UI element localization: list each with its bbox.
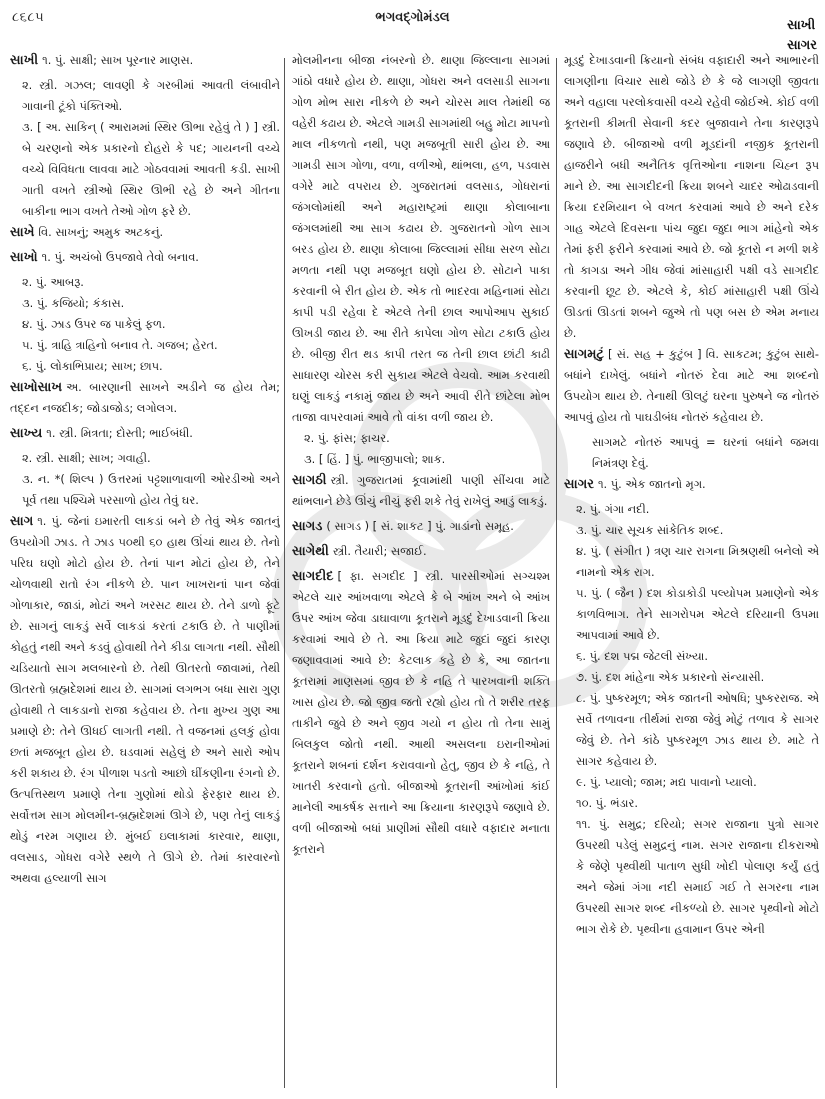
- sense-definition: ૧૧. પું. સમુદ્ર; દરિયો; સગર રાજાના પુત્રો સાગર ઉપરથી પડેલું સમુદ્રનું નામ. સગર રાજાના દીકરાઓ કે જેણે પૃથ્વીથી પાતાળ સુધી ખોદી પોલાણ કર્યું હતું અને જેમાં ગંગા નદી સમાઈ ગઈ તે સગરના નામ ઉપરથી સાગર શબ્દ નીકળ્યો છે. સાગર પૃથ્વીનો મોટો ભાગ રોકે છે. પૃથ્વીના હવામાન ઉપર એની: [576, 817, 819, 936]
- definition-text: સ્ત્રી. ગુજરાતમાં કૂવામાંથી પાણી સીંચવા માટે થાંભલાને છેડે ઊંચું નીચું ફરી શકે તેવું રાખેલું આડું લાકડું.: [292, 473, 550, 508]
- page-header: [0, 0, 825, 53]
- definition-text: ૧. પું. સાક્ષી; સાખ પૂરનાર માણસ.: [42, 53, 194, 67]
- definition-text: ૧. સ્ત્રી. મિત્રતા; દોસ્તી; ભાઈબંધી.: [46, 426, 193, 440]
- dictionary-entry: [10, 50, 280, 71]
- continued-definition: મૂડદું દેખાડવાની ક્રિયાનો સંબંધ વફાદારી અને આભારની લાગણીના વિચાર સાથે જોડે છે કે જે લાગણી જીવતા અને વહાલા પરલોકવાસી વચ્ચે રહેવી જોઈએ. કોઈ વળી કૂતરાની કીમતી સેવાની કદર બુજાવાને તેના કારણરૂપે જણાવે છે. બીજાઓ વળી મૂડદાંની નજીક કૂતરાની હાજરીને બધી અનૈતિક વૃત્તિઓના નાશના ચિહ્ન રૂપ માને છે. આ સાગદીદની ક્રિયા શબને ચાદર ઓઢાડવાની ક્રિયા દરમિયાન બે વખત કરવામાં આવે છે અને દરેક ગાહ એટલે દિવસના પાંચ જુદા જુદા ભાગ માંહેનો એક તેમાં ફરી ફરીને કરવામાં આવે છે. જો કૂતરો ન મળી શકે તો કાગડા અને ગીધ જેવાં માંસાહારી પક્ષી વડે સાગદીદ કરવાની છૂટ છે. એટલે કે, કોઈ માંસાહારી પક્ષી ઊંચે ઊડતાં ઊડતાં શબને જુએ તો પણ બસ છે એમ મનાય છે.: [564, 53, 819, 340]
- dictionary-entry: [292, 541, 550, 562]
- headword: સાખી: [10, 53, 39, 68]
- headword: સાગદીદ: [292, 569, 334, 584]
- headword: સાગડ: [292, 519, 323, 534]
- dictionary-entry: [10, 423, 280, 444]
- headword: સાગર: [564, 477, 594, 492]
- definition-text: ૧. પું. અચંબો ઉપજાવે તેવો બનાવ.: [41, 250, 199, 264]
- sense-definition: ૫. પું. ત્રાહિ ત્રાહિનો બનાવ તે. ગજબ; હેરત.: [22, 338, 218, 352]
- dictionary-entry: [292, 516, 550, 537]
- definition-text: ૧. પું. જેનાં ઇમારતી લાકડાં બને છે તેવું એક જાતનું ઉપયોગી ઝાડ. તે ઝાડ ૫૦થી ૬૦ હાથ ઊંચાં થાય છે. તેનો પરિઘ ઘણો મોટો હોય છે. તેનાં પાન મોટાં હોય છે, તેને ચોળવાથી રાતો રંગ નીકળે છે. પાન ખાખરાનાં પાન જેવાં ગોળાકાર, જાડાં, મોટાં અને ખરસટ થાય છે. તેને ડાળો ફૂટે છે. સાગનું લાકડું સર્વે લાકડાં કરતાં ટકાઉ છે. તે પાણીમાં કોહતું નથી અને કડવું હોવાથી તેને કીડા લાગતા નથી. સૌથી ચડિયાતો સાગ મલબારનો છે. તેથી ઊતરતો જાવામાં, તેથી ઊતરતો બ્રહ્મદેશમાં થાય છે. સાગમાં લગભગ બધા સારા ગુણ હોવાથી તે લાકડાનો રાજા કહેવાય છે. તેના મુખ્ય ગુણ આ પ્રમાણે છે: તેને ઊધઈ લાગતી નથી. તે વજનમાં હલકું હોવા છતાં મજબૂત હોય છે. ઘડવામાં સહેલું છે અને સારો ઓપ કરી શકાય છે. રંગ પીળાશ પડતો આછો ઘીંકણીના રંગનો છે. ઉત્પત્તિસ્થળ પ્રમાણે તેના ગુણોમાં થોડો ફેરફાર થાય છે. સર્વોત્તમ સાગ મોલમીન-બ્રહ્મદેશમાં ઊગે છે, પણ તેનું લાકડું થોડું નરમ ગણાય છે. મુંબઈ ઇલાકામાં કારવાર, થાણા, વલસાડ, ગોધરા વગેરે સ્થળે તે ઊગે છે. તેમાં કારવારનો અથવા હલ્યાળી સાગ: [10, 514, 280, 885]
- continued-definition: મોલમીનના બીજા નંબરનો છે. થાણા જિલ્લાના સાગમાં ગાંઠો વધારે હોય છે. થાણા, ગોધરા અને વલસાડી સાગના ગોળ મોભ સારા નીકળે છે અને ચોરસ માલ તેમાંથી જ વહેરી કઢાય છે. એટલે ગામડી સાગમાંથી બહુ મોટા માપનો માલ નીકળતો નથી, પણ મજબૂતી સારી હોય છે. આ ગામડી સાગ ગોળા, વળા, વળીઓ, થાંભલા, હળ, પડવાસ વગેરે માટે વપરાય છે. ગુજરાતમાં વલસાડ, ગોધરાનાં જંગલોમાંથી અને મહારાષ્ટ્રમાં થાણા કોલાબાના જંગલમાંથી આ સાગ કઢાય છે. ગુજરાતનો ગોળ સાગ બરડ હોય છે. થાણા કોલાબા જિલ્લામાં સીધા સરળ સોટા મળતા નથી પણ મજબૂત ઘણો હોય છે. સોટાને પાકા કરવાની બે રીત હોય છે. એક તો ભાદરવા મહિનામાં સોટા કાપી પડી રહેવા દે એટલે તેની છાલ આપોઆપ સુકાઈ ઊખડી જાય છે. આ રીતે કાપેલા ગોળ સોટા ટકાઉ હોય છે. બીજી રીત થડ કાપી તરત જ તેની છાલ છાંટી કાઢી સાધારણ ચોરસ કરી સુકાય એટલે વેચવો. આમ કરવાથી ઘણું લાકડું નકામું જાય છે અને આવી રીતે છાંટેલા મોભ તાજા વાપરવામાં આવે તો વાંકા વળી જાય છે.: [292, 53, 550, 424]
- sense-definition: ૩. પું. ચાર સૂચક સાંકેતિક શબ્દ.: [576, 523, 724, 537]
- headword: સાગેથી: [292, 544, 329, 559]
- guide-word-first: સાખી: [787, 18, 816, 33]
- sense-definition: ૨. પું. ફાંસ; ફાચર.: [304, 431, 390, 445]
- sense-definition: ૮. પું. પુષ્કરમૂળ; એક જાતની ઓષધિ; પુષ્કરરાજ. એ સર્વે તળાવના તીર્થમાં રાજા જેવું મોટું તળાવ કે સાગર જેવું છે. તેને કાંઠે પુષ્કરમૂળ ઝાડ થાય છે. માટે તે સાગર કહેવાય છે.: [576, 691, 819, 768]
- definition-text: ૧. પું. એક જાતનો મૃગ.: [597, 477, 706, 491]
- definition-text: વિ. સાખનું; અમુક અટકનું.: [38, 225, 164, 239]
- sense-definition: ૧૦. પું. ભંડાર.: [576, 796, 638, 810]
- definition-text: સ્ત્રી. તૈયારી; સજાઈ.: [332, 544, 427, 558]
- dictionary-entry: [10, 511, 280, 889]
- dictionary-entry: [292, 566, 550, 860]
- column-1: [10, 50, 280, 1099]
- dictionary-entry: [564, 344, 819, 428]
- sense-definition: ૬. પું. દશ પદ્મ જેટલી સંખ્યા.: [576, 649, 708, 663]
- headword: સાખે: [10, 225, 35, 240]
- sense-definition: ૪. પું. ઝાડ ઉપર જ પાકેલું ફળ.: [22, 317, 166, 331]
- definition-text: [ ફા. સગદીદ ] સ્ત્રી. પારસીઓમાં સગ્ચશ્મ એટલે ચાર આંખવાળા એટલે કે બે આંખ અને બે આંખ ઉપર આંખ જેવા ડાઘાવાળા કૂતરાને મૂડદું દેખાડવાની ક્રિયા કરવામાં આવે છે તે. આ ક્રિયા માટે જુદાં જુદાં કારણ જણાવવામાં આવે છે: કેટલાક કહે છે કે, આ જાતના કૂતરામાં માણસમાં જીવ છે કે નહિ તે પારખવાની શક્તિ ખાસ હોય છે. જો જીવ જતો રહ્યો હોય તો તે શરીર તરફ તાકીને જુવે છે અને જીવ ગયો ન હોય તો તેના સામું બિલકુલ જોતો નથી. આથી અસલના ઇરાનીઓમાં કૂતરાને શબનાં દર્શન કરાવવાનો હેતુ, જીવ છે કે નહિ, તે ખાતરી કરવાનો હતો. બીજાઓ કૂતરાની આંખોમાં કાંઈ માનેલી આકર્ષક સત્તાને આ ક્રિયાના કારણરૂપે જણાવે છે. વળી બીજાઓ બધાં પ્રાણીમાં સૌથી વધારે વફાદાર મનાતા કૂતરાને: [292, 569, 550, 856]
- headword: સાખોસાખ: [10, 380, 63, 395]
- headword: સાગમટું: [564, 347, 604, 362]
- definition-text: [ સં. સહ + કુટુંબ ] વિ. સાકટમ; કુટુંબ સાથે-બધાંને દાખેલું. બધાંને નોતરું દેવા માટે આ શબ્દનો ઉપયોગ થાય છે. તેનાથી ઊલટું ઘરના પુરુષને જ નોતરું આપવું હોય તો પાઘડીબંધ નોતરું કહેવાય છે.: [564, 347, 819, 424]
- dictionary-entry: [292, 470, 550, 512]
- sense-definition: ૩. પું. કજિયો; કંકાસ.: [22, 296, 125, 310]
- dictionary-entry: [10, 377, 280, 419]
- sense-definition: ૭. પું. દશ માંહેના એક પ્રકારનો સંન્યાસી.: [576, 670, 765, 684]
- headword: સાગ: [10, 514, 34, 529]
- running-title: ભગવદ્ગોમંડલ: [375, 10, 450, 25]
- usage-note: સાગમટે નોતરું આપવું = ઘરનાં બધાંને જમવા નિમંત્રણ દેવું.: [592, 435, 819, 470]
- sense-definition: ૪. પું. ( સંગીત ) ત્રણ ચાર રાગના મિશ્રણથી બનેલો એ નામનો એક રાગ.: [576, 544, 819, 579]
- guide-words: [787, 16, 817, 56]
- guide-word-last: સાગર: [787, 38, 817, 53]
- definition-text: અ. બારણાની સાખને અડીને જ હોય તેમ; તદ્દન નજદીક; જોડાજોડ; લગોલગ.: [10, 380, 280, 415]
- column-3: [564, 50, 819, 1099]
- sense-definition: ૯. પું. પ્યાલો; જામ; મદ્ય પાવાનો પ્યાલો.: [576, 775, 757, 789]
- sense-definition: ૨. પું. ગંગા નદી.: [576, 502, 650, 516]
- headword: સાગઠી: [292, 473, 327, 488]
- sense-definition: ૫. પું. ( જૈન ) દશ કોડાકોડી પલ્યોપમ પ્રમાણેનો એક કાળવિભાગ. તેને સાગરોપમ એટલે દરિયાની ઉપમા આપવામાં આવે છે.: [576, 586, 819, 642]
- definition-text: ( સાગડ ) [ સં. શાકટ ] પું. ગાડાંનો સમૂહ.: [326, 519, 514, 533]
- sense-definition: ૩. [ હિં. ] પું. ભાજીપાલો; શાક.: [304, 452, 446, 466]
- sense-definition: ૨. પું. આબરૂ.: [22, 275, 84, 289]
- sense-definition: ૩. ન. *( શિલ્પ ) ઉત્તરમાં પટ્ટશાળાવાળી ઓરડીઓ અને પૂર્વ તથા પશ્ચિમે પરસાળો હોય તેવું ઘર.: [22, 472, 280, 507]
- sense-definition: ૨. સ્ત્રી. ગઝલ; લાવણી કે ગરબીમાં આવતી લંબાવીને ગાવાની ટૂંકો પંક્તિઓ.: [22, 78, 280, 113]
- dictionary-entry: [564, 474, 819, 495]
- headword: સાખો: [10, 250, 38, 265]
- dictionary-columns: [0, 50, 825, 1099]
- column-2: [292, 50, 550, 1099]
- dictionary-entry: [10, 222, 280, 243]
- sense-definition: ૨. સ્ત્રી. સાક્ષી; સાખ; ગવાહી.: [22, 451, 151, 465]
- headword: સાખ્ય: [10, 426, 43, 441]
- dictionary-entry: [10, 247, 280, 268]
- sense-definition: ૩. [ અ. સાકિન્ ( આરામમાં સ્થિર ઊભા રહેવું તે ) ] સ્ત્રી. બે ચરણનો એક પ્રકારનો દોહરો કે પદ; ગાયનની વચ્ચે વચ્ચે વિવિધતા લાવવા માટે ગોઠવવામાં આવતી કડી. સાખી ગાતી વખતે સ્ત્રીઓ સ્થિર ઊભી રહે છે અને ગીતના બાકીના ભાગ વખતે તેઓ ગોળ ફરે છે.: [22, 120, 280, 218]
- sense-definition: ૬. પું. લોકાભિપ્રાય; સાખ; છાપ.: [22, 359, 163, 373]
- page-number: ૮૬૮૫: [12, 10, 45, 25]
